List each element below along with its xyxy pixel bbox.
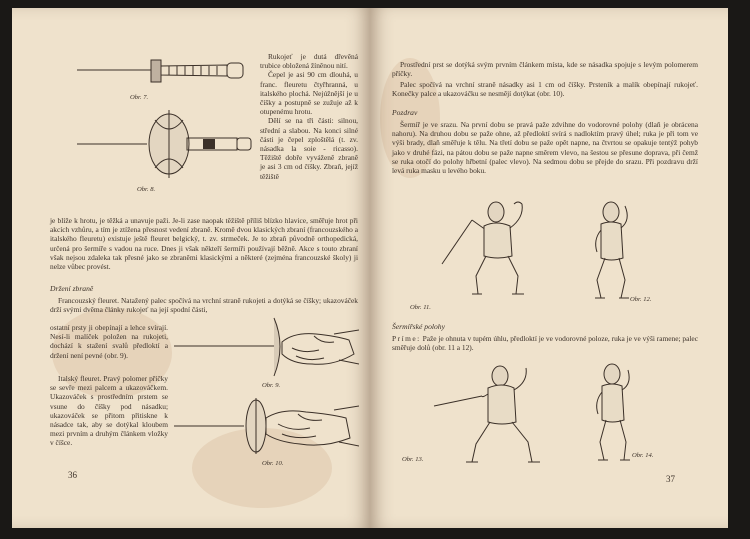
- prime-label: Príme:: [392, 334, 421, 343]
- fig7-foil-handle-illustration: [77, 56, 257, 96]
- text-paragraph: Dělí se na tři části: silnou, střední a slabou. Na konci silné části je čepel zploštělá (t. zv. násadka la soie - ricasso). Těžiště dobře vyváženě zbraně je asi 3 cm od číšky. Zbraň, jejíž těžiště: [260, 116, 358, 181]
- page-number: 36: [68, 470, 77, 480]
- section-heading: Pozdrav: [392, 108, 418, 117]
- fig8-italian-foil-illustration: [77, 108, 257, 190]
- fig13-fencer-illustration: [432, 358, 562, 468]
- fig13-caption: Obr. 13.: [402, 456, 424, 463]
- fig7-caption: Obr. 7.: [130, 94, 149, 101]
- fig8-caption: Obr. 8.: [137, 186, 156, 193]
- fig9-french-grip-illustration: [174, 314, 359, 384]
- section-heading: Držení zbraně: [50, 284, 94, 293]
- text-paragraph: Čepel je asi 90 cm dlouhá, u franc. fleuretu čtyřhranná, u italského plochá. Nejúžnější je u číšky a postupně se zužuje až k otupenému hrotu.: [260, 70, 358, 117]
- fig12-fencer-illustration: [575, 196, 645, 306]
- fig9-caption: Obr. 9.: [262, 382, 281, 389]
- rukojet-column: [260, 52, 358, 181]
- text-paragraph: Rukojeť je dutá dřevěná trubice obložená žíněnou nití.: [260, 52, 358, 71]
- prime-text: Paže je ohnuta v tupém úhlu, předloktí je ve vodorovné poloze, ruka je ve výši ramene; palec směřuje dolů (obr. 11 a 12).: [392, 334, 698, 353]
- section-heading: Šermířské polohy: [392, 322, 445, 331]
- prime-paragraph: [392, 334, 698, 352]
- intro-paragraph: Prostřední prst se dotýká svým prvním článkem místa, kde se násadka spojuje s levým polomerem příčky.: [392, 60, 698, 79]
- fig10-caption: Obr. 10.: [262, 460, 284, 467]
- italian-grip-paragraph: Italský fleuret. Pravý polomer příčky se sevře mezi palcem a ukazováčkem. Ukazováček s prostředním prstem se vsune do číšky pod násadku; ukazováček se přitom přitiskne k násadce tak, aby se dotýkal kloubem mezi prvním a druhým článkem vložky v číšce.: [50, 374, 168, 448]
- weapon-paragraph: je blíže k hrotu, je těžká a unavuje paži. Je-li zase naopak těžiště příliš blízko hlavice, směřuje hrot při akcích vzhůru, a tím je ztížena přesnost vedení zbraně. Kromě dvou klasických zbraní (francouzského a italského fleuretu) existuje ještě fleuret belgický, t. zv. strmeček. Je to zbraň původně orthopedická, určená pro šermíře s vadou na ruce. Dnes ji však někteří šermíři používají běžně. Akce s touto zbraní však nejsou zdaleka tak přesné jako se zbraněmi klasickými a některé (zejména francouzské školy) ji nelze vůbec provést.: [50, 216, 358, 272]
- fig11-caption: Obr. 11.: [410, 304, 431, 311]
- french-grip-column: ostatní prsty ji obepínají a lehce svírají. Nesí-li malíček položen na rukojeti, dochází k stažení svalů předloktí a držení není pevné (obr. 9).: [50, 323, 168, 360]
- intro-paragraph-2: Palec spočívá na vrchní straně násadky asi 1 cm od číšky. Prsteník a malík obepínají rukojeť. Konečky palce a ukazováčku se nesmějí dotýkat (obr. 10).: [392, 80, 698, 99]
- fig14-caption: Obr. 14.: [632, 452, 654, 459]
- salute-paragraph: Šermíř je ve srazu. Na první dobu se pravá paže zdvihne do vodorovné polohy (dlaň je obrácena nahoru). Na druhou dobu se paže ohne, až předloktí svírá s nadloktím pravý úhel; ruka je při tom ve výši brady, dlaň směřuje k tělu. Na třetí dobu se paže opět napne, na čtvrtou se opakuje tentýž pohyb jako v druhé fázi, na pátou dobu se paže napne směrem vlevo, na šestou se přesune doprava, při čemž se ruka otočí do polohy hřbetní (palec vlevo). Na sedmou dobu se přejde do srazu. Při pozdravu drží levá ruka masku u levého boku.: [392, 120, 698, 176]
- page-number: 37: [666, 474, 675, 484]
- right-page: [370, 8, 728, 528]
- left-page: [12, 8, 370, 528]
- fig11-fencer-illustration: [438, 194, 548, 304]
- french-grip-paragraph: Francouzský fleuret. Natažený palec spočívá na vrchní straně rukojeti a dotýká se číšky; ukazováček drží svými dvěma články rukojeť na její spodní části,: [50, 296, 358, 315]
- fig12-caption: Obr. 12.: [630, 296, 652, 303]
- fig10-italian-grip-illustration: [174, 388, 359, 463]
